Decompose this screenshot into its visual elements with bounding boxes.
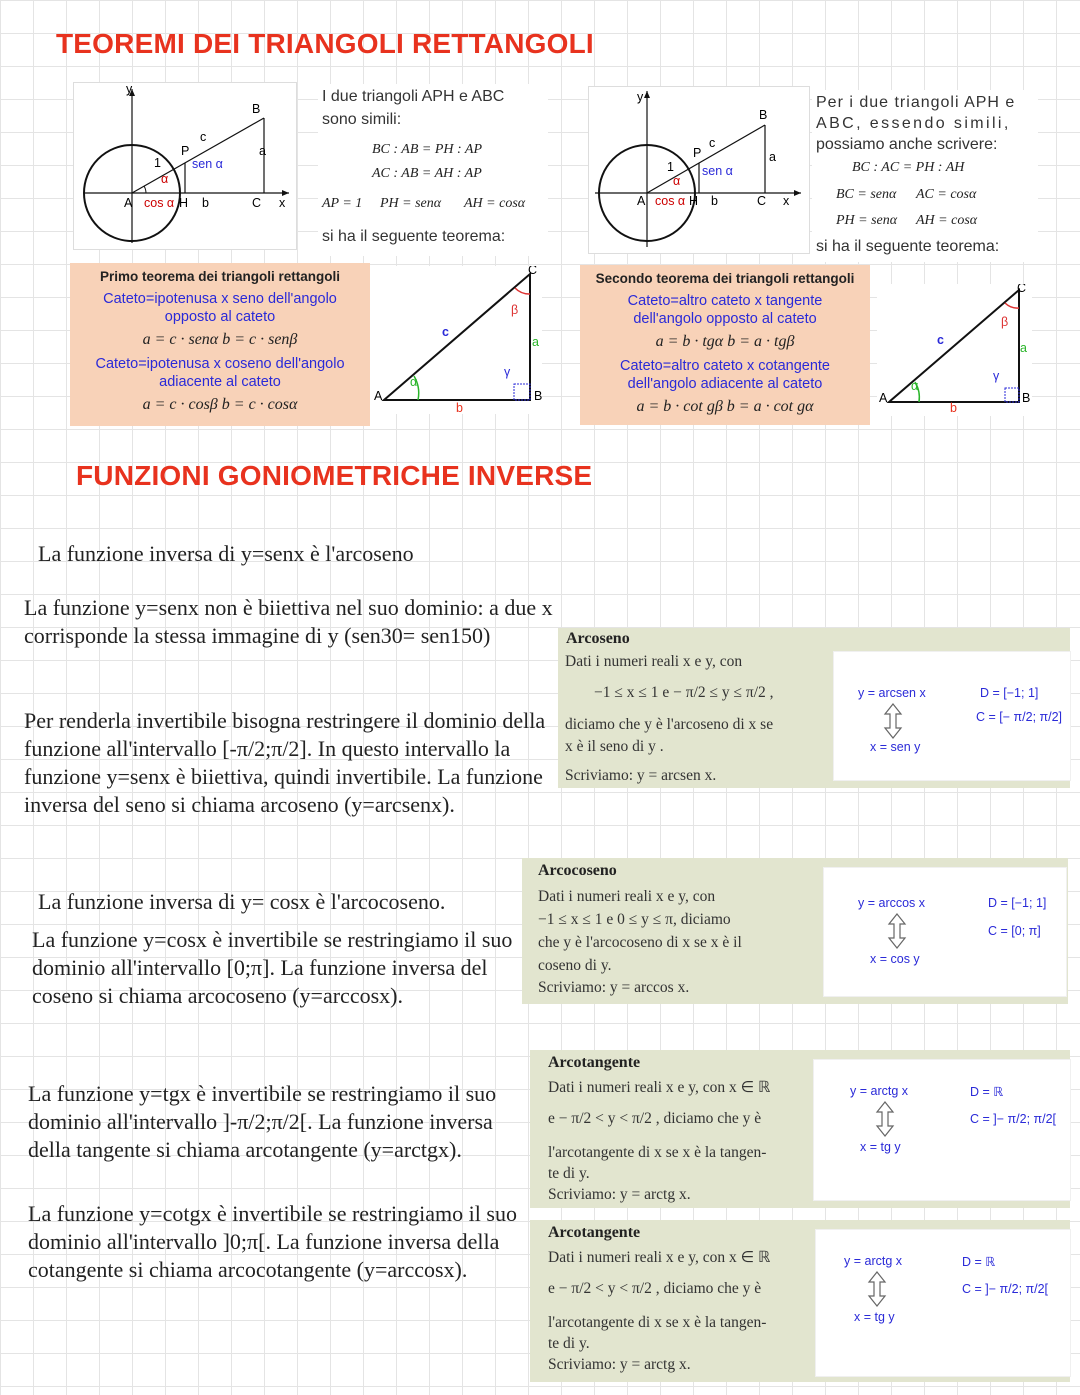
equality: AP = 1 [322, 196, 363, 211]
conclusion: si ha il seguente teorema: [816, 238, 1000, 255]
definition-line: Dati i numeri reali x e y, con [538, 888, 716, 905]
similarity-text: sono simili: [322, 111, 402, 128]
unit-circle-diagram [74, 83, 296, 249]
equality: PH = senα [380, 196, 442, 211]
first-theorem-card [70, 263, 370, 426]
equality: PH = senα [836, 213, 898, 228]
arcsen-inverse-panel [834, 652, 1070, 780]
fig-label: B [252, 102, 261, 116]
fig-label: C [1017, 284, 1027, 295]
equality: AC = cosα [916, 187, 977, 202]
theorem-rule: Cateto=ipotenusa x seno dell'angolo [103, 291, 337, 307]
page-title: TEOREMI DEI TRIANGOLI RETTANGOLI [56, 28, 594, 59]
fig-label: B [759, 108, 768, 122]
fig-label: c [709, 136, 716, 150]
similarity-text: Per i due triangoli APH e [816, 94, 1016, 111]
arcsen-paragraph: La funzione y=senx non è biiettiva nel suo dominio: a due x corrisponde la stessa immagine di y (sen30= sen150) [24, 595, 553, 648]
definition-line: te di y. [548, 1335, 590, 1352]
definition-line: e − π/2 < y < π/2 , diciamo che y è [548, 1110, 762, 1127]
fig-label: γ [993, 369, 1000, 383]
fig-label: cos α [655, 194, 686, 208]
theorem-rule: Cateto=altro cateto x cotangente [620, 358, 830, 374]
fig-label: b [950, 401, 957, 415]
equality: BC = senα [836, 187, 897, 202]
arccotg-inverse-panel [816, 1230, 1070, 1376]
theorem-title: Secondo teorema dei triangoli rettangoli [595, 271, 855, 286]
arccos-definition-box [522, 858, 1068, 1004]
definition-line: te di y. [548, 1165, 590, 1182]
fig-label: a [1020, 341, 1027, 355]
definition-title: Arcotangente [548, 1054, 641, 1071]
fig-label: B [1022, 391, 1031, 405]
codomain: C = [0; π] [988, 924, 1041, 938]
definition-title: Arcoseno [566, 630, 630, 647]
definition-line: coseno di y. [538, 957, 612, 974]
fig-label: b [711, 194, 718, 208]
arccos-intro: La funzione inversa di y= cosx è l'arcocoseno. [38, 889, 446, 914]
fig-label: C [757, 194, 767, 208]
fig-label: sen α [192, 157, 223, 171]
direct-function: x = tg y [854, 1310, 895, 1324]
arcsen-intro: La funzione inversa di y=senx è l'arcoseno [38, 541, 414, 566]
fig-label: C [528, 266, 538, 277]
direct-function: x = tg y [860, 1140, 901, 1154]
codomain: C = ]− π/2; π/2[ [962, 1282, 1049, 1296]
definition-line: e − π/2 < y < π/2 , diciamo che y è [548, 1280, 762, 1297]
domain: D = [−1; 1] [980, 686, 1039, 700]
fig-label: cos α [144, 196, 175, 210]
fig-label: A [637, 194, 646, 208]
inverse-function: y = arcsen x [858, 686, 926, 700]
fig-label: C [252, 196, 262, 210]
fig-label: A [124, 196, 133, 210]
conclusion: si ha il seguente teorema: [322, 228, 506, 245]
fig-label: b [456, 401, 463, 414]
section-title: FUNZIONI GONIOMETRICHE INVERSE [76, 460, 593, 491]
direct-function: x = cos y [870, 952, 920, 966]
fig-label: 1 [667, 160, 674, 174]
right-triangle-diagram [370, 266, 542, 414]
arctg-definition-box [530, 1050, 1070, 1208]
fig-label: x [783, 194, 790, 208]
inverse-function: y = arccos x [858, 896, 926, 910]
fig-label: a [769, 150, 776, 164]
theorem-rule: dell'angolo adiacente al cateto [627, 376, 823, 392]
definition-title: Arcotangente [548, 1224, 641, 1241]
fig-label: α [673, 174, 681, 188]
arcsen-paragraph: Per renderla invertibile bisogna restringere il dominio della funzione all'intervallo [-π/2;π/2]. In questo intervallo la funzione y=senx è biiettiva, quindi invertibile. La funzione inversa del seno si chiama arcoseno (y=arcsenx). [24, 708, 546, 817]
inverse-function: y = arctg x [850, 1084, 909, 1098]
codomain: C = [− π/2; π/2] [976, 710, 1063, 724]
theorem-formula: a = b · tgα b = a · tgβ [655, 333, 795, 350]
similarity-text: I due triangoli APH e ABC [322, 88, 505, 105]
domain: D = [−1; 1] [988, 896, 1047, 910]
definition-title: Arcocoseno [538, 862, 617, 879]
fig-label: c [937, 333, 944, 347]
fig-label: B [534, 389, 542, 403]
fig-label: α [911, 379, 919, 393]
arccos-paragraph: La funzione y=cosx è invertibile se restringiamo il suo dominio all'intervallo [0;π]. La funzione inversa del coseno si chiama arcocoseno (y=arccosx). [32, 927, 513, 1008]
definition-line: Scriviamo: y = arcsen x. [565, 767, 717, 784]
fig-label: γ [504, 365, 511, 379]
theorem-rule: adiacente al cateto [159, 374, 281, 390]
similarity-panel-2 [812, 90, 1038, 262]
proportion: AC : AB = AH : AP [372, 166, 482, 181]
right-triangle-figure [370, 266, 542, 414]
theorem-formula: a = c · senα b = c · senβ [142, 331, 298, 348]
direct-function: x = sen y [870, 740, 921, 754]
domain: D = ℝ [962, 1255, 996, 1269]
fig-label: A [879, 391, 888, 405]
arccos-inverse-panel [824, 868, 1066, 996]
codomain: C = ]− π/2; π/2[ [970, 1112, 1057, 1126]
arccotg-definition-box [530, 1220, 1070, 1382]
fig-label: sen α [702, 164, 733, 178]
definition-line: Scriviamo: y = arctg x. [548, 1186, 691, 1203]
fig-label: a [532, 335, 539, 349]
double-arrow-icon [882, 702, 904, 740]
domain: D = ℝ [970, 1085, 1004, 1099]
arctg-inverse-panel [814, 1060, 1070, 1200]
definition-line: Dati i numeri reali x e y, con [565, 653, 743, 670]
fig-label: A [374, 389, 383, 403]
proportion: BC : AB = PH : AP [372, 142, 483, 157]
fig-label: H [179, 196, 189, 210]
similarity-text: possiamo anche scrivere: [816, 136, 998, 153]
fig-label: β [511, 303, 519, 317]
similarity-text: ABC, essendo simili, [816, 115, 1011, 132]
fig-label: P [693, 146, 702, 160]
definition-line: l'arcotangente di x se x è la tangen- [548, 1314, 767, 1331]
definition-line: Dati i numeri reali x e y, con x ∈ ℝ [548, 1249, 771, 1266]
theorem-rule: Cateto=ipotenusa x coseno dell'angolo [95, 356, 345, 372]
theorem-title: Primo teorema dei triangoli rettangoli [99, 269, 341, 284]
fig-label: P [181, 144, 190, 158]
unit-circle-figure [588, 86, 810, 254]
theorem-rule: opposto al cateto [164, 309, 276, 325]
fig-label: y [637, 90, 644, 104]
double-arrow-icon [874, 1100, 896, 1138]
definition-line: −1 ≤ x ≤ 1 e 0 ≤ y ≤ π, diciamo [538, 911, 731, 928]
unit-circle-figure [73, 82, 297, 250]
second-theorem-card [580, 265, 870, 425]
fig-label: b [202, 196, 209, 210]
definition-line: Dati i numeri reali x e y, con x ∈ ℝ [548, 1079, 771, 1096]
arctg-paragraph: La funzione y=tgx è invertibile se restringiamo il suo dominio all'intervallo ]-π/2;π/2[. La funzione inversa della tangente si chiama arcotangente (y=arctgx). [28, 1081, 497, 1162]
fig-label: c [200, 130, 207, 144]
equality: AH = cosα [916, 213, 978, 228]
right-triangle-figure [877, 284, 1032, 416]
fig-label: α [410, 375, 418, 389]
equality: AH = cosα [464, 196, 526, 211]
fig-label: y [126, 83, 133, 96]
inverse-function: y = arctg x [844, 1254, 903, 1268]
theorem-rule: dell'angolo opposto al cateto [633, 311, 817, 327]
unit-circle-diagram [589, 87, 809, 253]
definition-line: Scriviamo: y = arccos x. [538, 979, 690, 996]
right-triangle-diagram [877, 284, 1032, 416]
fig-label: α [161, 172, 169, 186]
theorem-formula: a = c · cosβ b = c · cosα [142, 396, 298, 413]
fig-label: β [1001, 315, 1009, 329]
definition-line: l'arcotangente di x se x è la tangen- [548, 1144, 767, 1161]
double-arrow-icon [866, 1270, 888, 1308]
fig-label: a [259, 144, 266, 158]
definition-line: Scriviamo: y = arctg x. [548, 1356, 691, 1373]
double-arrow-icon [886, 912, 908, 950]
definition-line: che y è l'arcocoseno di x se x è il [538, 934, 742, 951]
proportion: BC : AC = PH : AH [852, 160, 965, 175]
fig-label: 1 [154, 156, 161, 170]
theorem-rule: Cateto=altro cateto x tangente [627, 293, 823, 309]
definition-line: −1 ≤ x ≤ 1 e − π/2 ≤ y ≤ π/2 , [594, 684, 774, 701]
definition-line: x è il seno di y . [565, 738, 664, 755]
arcsen-definition-box [558, 628, 1070, 788]
definition-line: diciamo che y è l'arcoseno di x se [565, 716, 774, 733]
fig-label: x [279, 196, 286, 210]
arccotg-paragraph: La funzione y=cotgx è invertibile se restringiamo il suo dominio all'intervallo ]0;π[. La funzione inversa della cotangente si chiama arcocotangente (y=arccosx). [28, 1201, 517, 1282]
fig-label: H [689, 194, 699, 208]
theorem-formula: a = b · cot gβ b = a · cot gα [636, 398, 814, 415]
similarity-panel-1 [318, 84, 548, 256]
fig-label: c [442, 325, 449, 339]
